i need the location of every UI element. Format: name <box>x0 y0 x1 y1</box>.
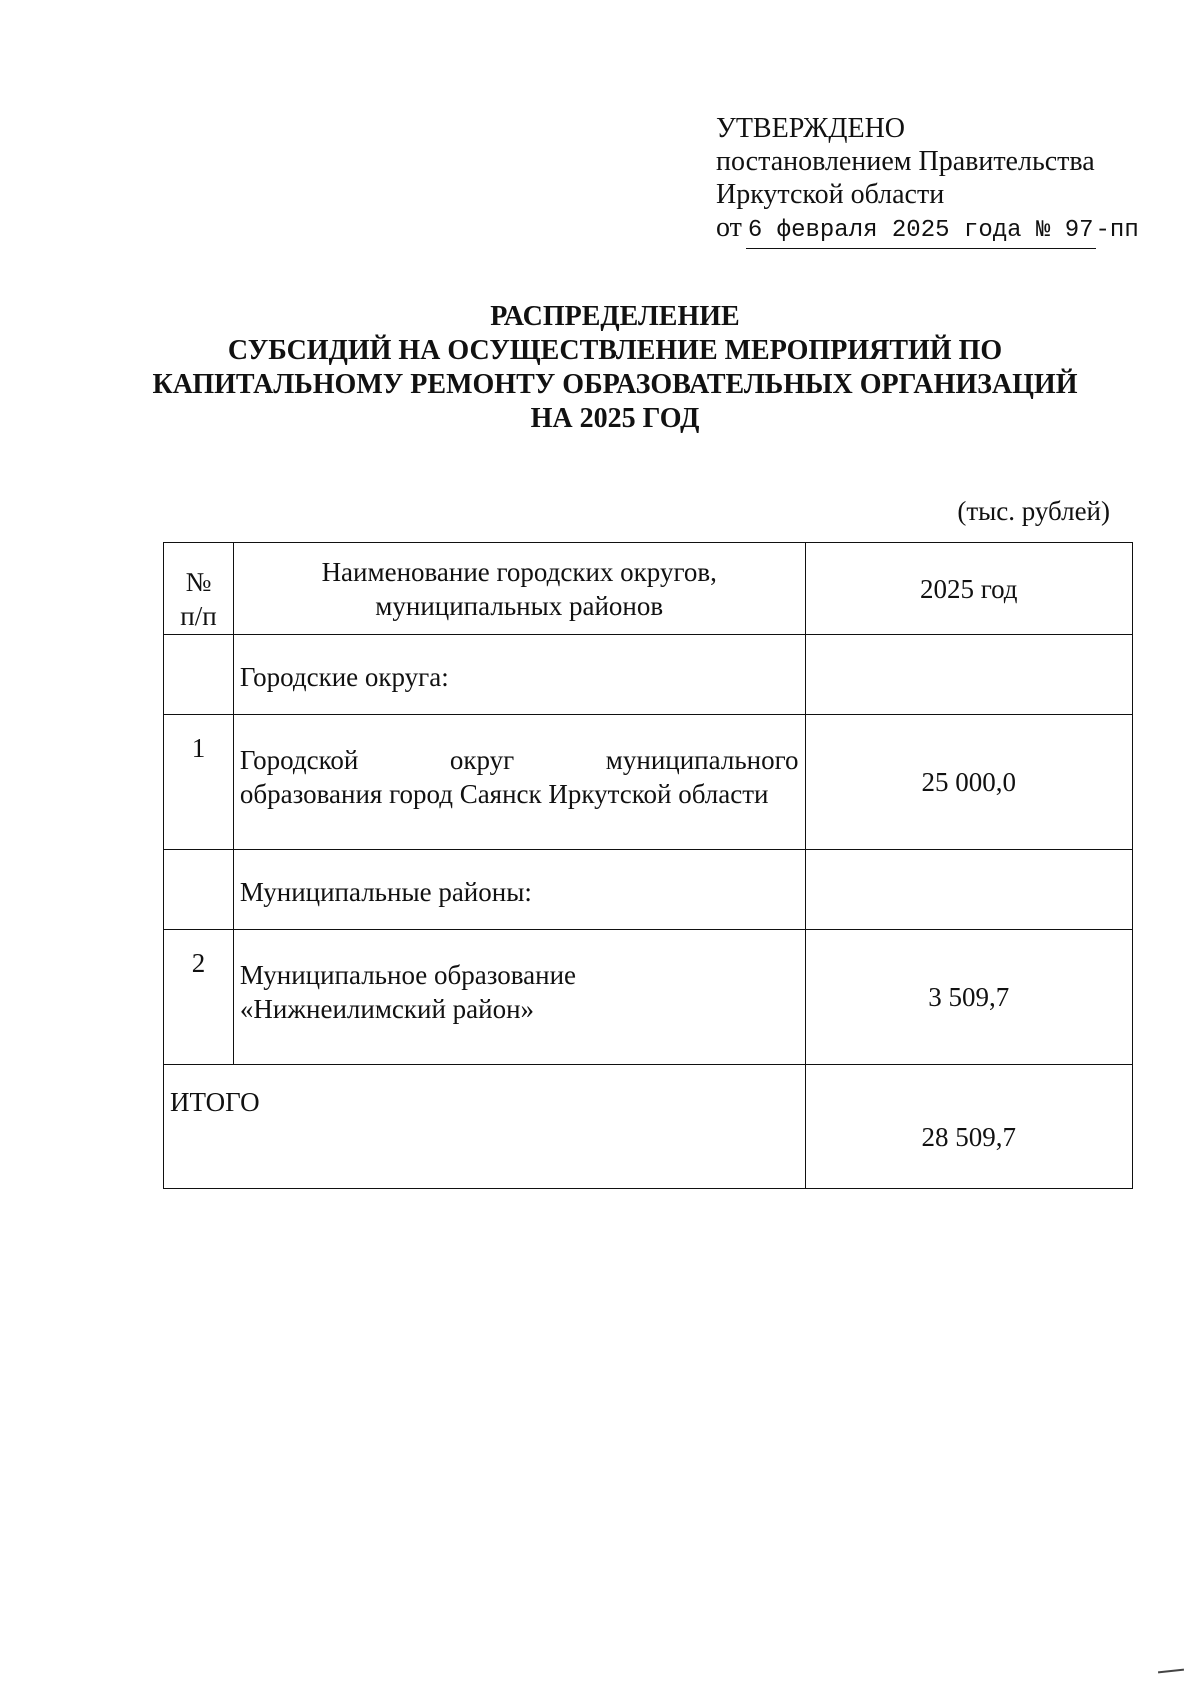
section-value-cell <box>805 635 1132 715</box>
total-value: 28 509,7 <box>805 1065 1132 1189</box>
header-number-abbr: п/п <box>180 601 217 631</box>
table-row <box>164 930 1133 1065</box>
row-name <box>233 715 805 850</box>
approval-stamp <box>716 112 1139 249</box>
subsidy-table <box>163 542 1133 1189</box>
table-header-row <box>164 543 1133 635</box>
section-urban-districts: Городские округа: <box>233 635 805 715</box>
section-municipal-districts: Муниципальные районы: <box>233 850 805 930</box>
approval-date-line <box>716 211 1139 249</box>
approval-date-value: 6 февраля 2025 года № 97 <box>746 214 1096 249</box>
header-name-line-2: муниципальных районов <box>375 590 664 621</box>
title-line-4: НА 2025 ГОД <box>530 403 700 434</box>
approval-heading: УТВЕРЖДЕНО <box>716 113 906 144</box>
table-row <box>164 850 1133 930</box>
header-name <box>233 543 805 635</box>
units-note: (тыс. рублей) <box>957 496 1110 526</box>
row-name-line-1: Муниципальное образование <box>239 960 576 990</box>
title-line-2: СУБСИДИЙ НА ОСУЩЕСТВЛЕНИЕ МЕРОПРИЯТИЙ ПО <box>227 335 1003 366</box>
row-name-word-3: муниципального <box>605 745 799 775</box>
table-total-row <box>164 1065 1133 1189</box>
approval-date-suffix: -пп <box>1095 217 1139 244</box>
row-value: 25 000,0 <box>805 715 1132 850</box>
row-name <box>233 930 805 1065</box>
row-name-line-2: «Нижнеилимский район» <box>239 994 535 1024</box>
table-row <box>164 715 1133 850</box>
header-name-line-1: Наименование городских округов, <box>321 556 717 587</box>
title-line-3: КАПИТАЛЬНОМУ РЕМОНТУ ОБРАЗОВАТЕЛЬНЫХ ОРГАНИЗАЦИЙ <box>152 369 1078 400</box>
header-year: 2025 год <box>805 543 1132 635</box>
header-number-sign: № <box>185 567 212 597</box>
row-number: 1 <box>164 715 234 850</box>
row-number: 2 <box>164 930 234 1065</box>
section-number-cell <box>164 635 234 715</box>
total-label: ИТОГО <box>164 1065 806 1189</box>
table-row <box>164 635 1133 715</box>
section-number-cell <box>164 850 234 930</box>
scan-mark <box>1158 1669 1184 1674</box>
approval-resolution: постановлением Правительства <box>716 146 1095 177</box>
row-name-line-2: образования город Саянск Иркутской области <box>239 779 769 809</box>
row-name-word-1: Городской <box>239 745 359 775</box>
header-number <box>164 543 234 635</box>
approval-date-prefix: от <box>716 212 742 243</box>
document-title <box>100 300 1130 436</box>
title-line-1: РАСПРЕДЕЛЕНИЕ <box>490 301 740 332</box>
row-name-word-2: округ <box>449 745 515 775</box>
section-value-cell <box>805 850 1132 930</box>
approval-region: Иркутской области <box>716 179 945 210</box>
row-value: 3 509,7 <box>805 930 1132 1065</box>
